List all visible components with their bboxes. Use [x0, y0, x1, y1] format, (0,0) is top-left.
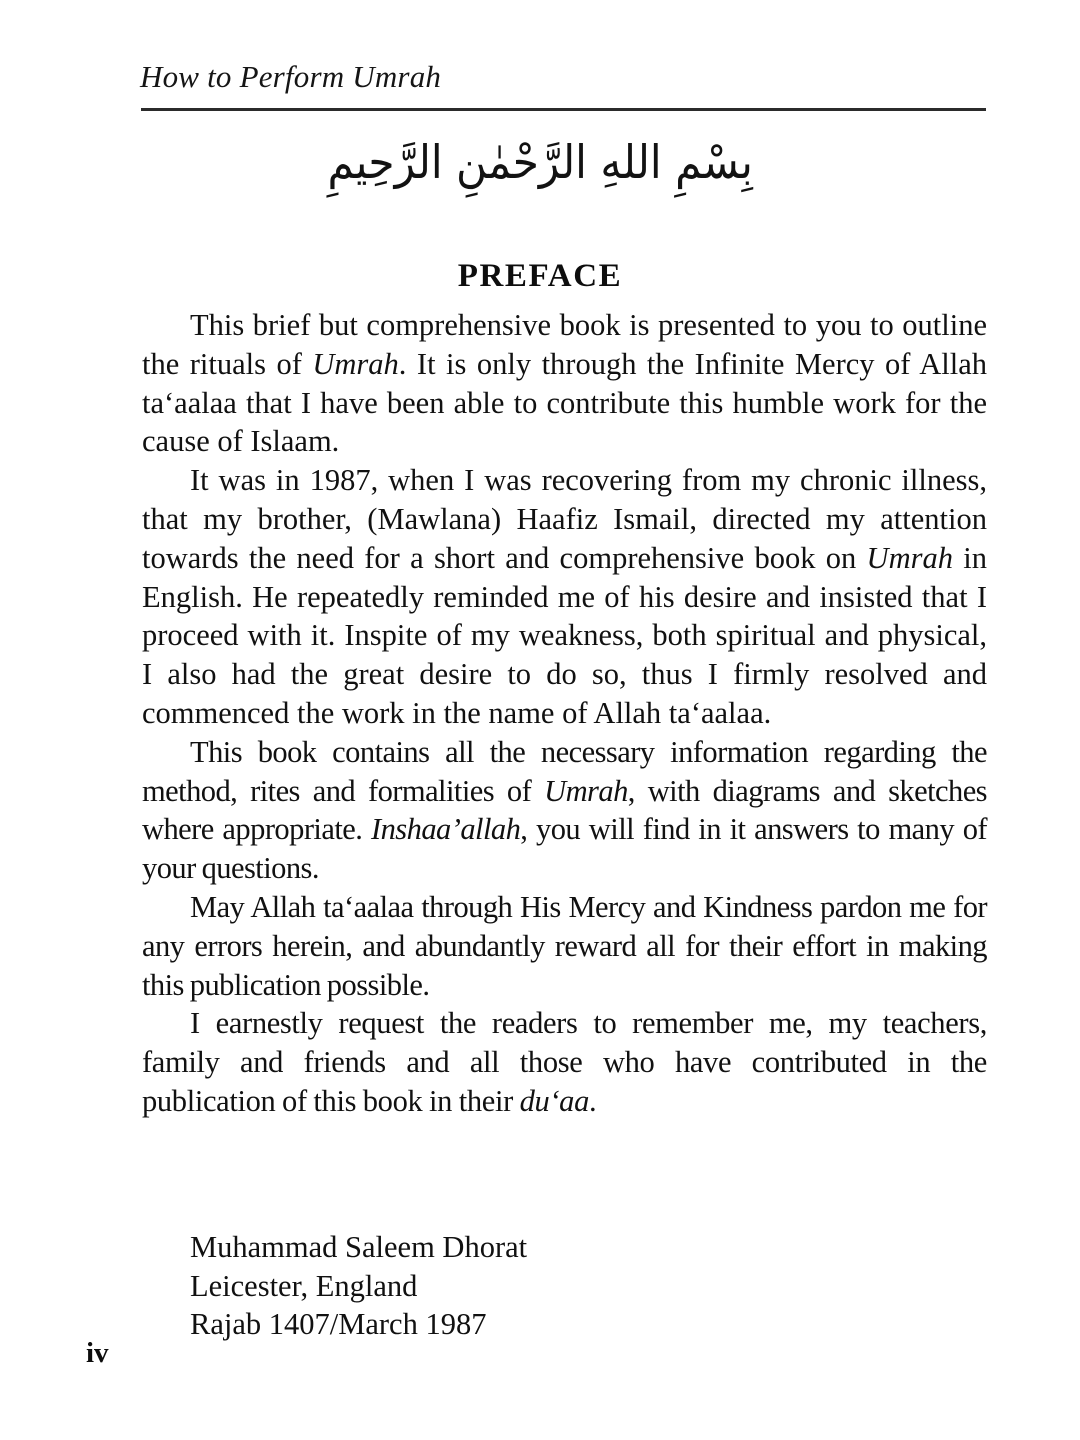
body-text-column	[142, 306, 987, 1121]
signature-location: Leicester, England	[190, 1268, 418, 1303]
header-rule-divider	[141, 108, 986, 111]
running-header	[140, 58, 986, 96]
paragraph-4-segment-1: May Allah ta‘aalaa through His Mercy and Kindness pardon me for any errors herein, and abundantly reward all for their effort in making this publication possible.	[142, 889, 987, 1002]
signature-author-name: Muhammad Saleem Dhorat	[190, 1230, 528, 1264]
paragraph-5-segment-1: I earnestly request the readers to remember me, my teachers, family and friends and all those who have contributed in the publication of this book in their	[142, 1006, 987, 1118]
running-header-title: How to Perform Umrah	[140, 59, 442, 94]
paragraph-3-segment-2: , with diagrams and sketches where appropriate.	[142, 773, 988, 847]
paragraph-3-italic-umrah: Umrah	[544, 773, 628, 808]
paragraph-5-italic-duaa: du‘aa	[519, 1083, 589, 1118]
paragraph-4	[142, 888, 987, 1004]
paragraph-2	[142, 461, 987, 733]
paragraph-5-segment-2: .	[588, 1083, 597, 1118]
page-title: PREFACE	[457, 258, 623, 294]
paragraph-1-segment-1: This brief but comprehensive book is presented to you to outline the rituals of	[142, 308, 987, 381]
paragraph-3-italic-inshaaallah: Inshaa’allah	[371, 812, 521, 847]
paragraph-1-italic-umrah: Umrah	[312, 346, 399, 381]
bismillah-block	[0, 126, 1080, 198]
paragraph-2-segment-1: It was in 1987, when I was recovering from my chronic illness, that my brother, (Mawlana) Haafiz Ismail, directed my attention towards the need for a short and comprehensive book on	[142, 463, 987, 575]
paragraph-1-segment-2: . It is only through the Infinite Mercy of Allah ta‘aalaa that I have been able to contribute this humble work for the cause of Islaam.	[142, 346, 988, 459]
signature-date: Rajab 1407/March 1987	[190, 1307, 487, 1341]
paragraph-1	[142, 306, 987, 461]
paragraph-3	[142, 733, 987, 888]
paragraph-2-italic-umrah: Umrah	[866, 540, 953, 575]
signature-block	[190, 1228, 790, 1344]
page-number: iv	[86, 1337, 109, 1369]
bismillah-calligraphy: بِسْمِ اللهِ الرَّحْمٰنِ الرَّحِيمِ	[327, 135, 753, 189]
paragraph-5	[142, 1004, 987, 1120]
paragraph-3-segment-3: , you will find in it answers to many of your questions.	[142, 812, 988, 886]
paragraph-2-segment-2: in English. He repeatedly reminded me of his desire and insisted that I proceed with it. Inspite of my weakness, both spiritual and physical, I also had the great desire to do so, thus I firmly resolved and commenced the work in the name of Allah ta‘aalaa.	[142, 540, 987, 730]
paragraph-3-segment-1: This book contains all the necessary information regarding the method, rites and formalities of	[142, 734, 987, 808]
